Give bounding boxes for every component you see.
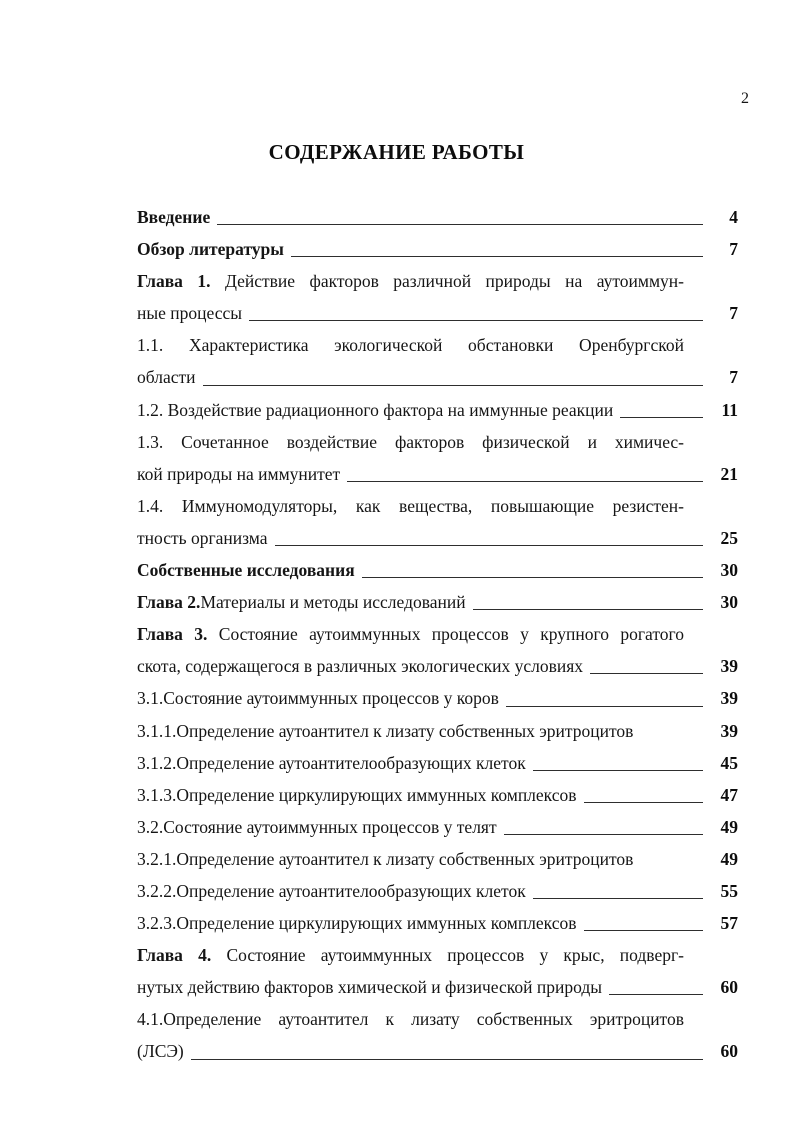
toc-page-number: 55 xyxy=(720,880,738,901)
toc-line xyxy=(137,971,738,1003)
toc-entry-label: скота, содержащегося в различных экологических условиях xyxy=(137,656,584,677)
toc-page-number: 25 xyxy=(720,527,738,548)
toc-page-number: 39 xyxy=(720,656,738,677)
toc-entry-label-bold: Глава 4. xyxy=(137,945,212,966)
toc-entry-label-bold: Собственные исследования xyxy=(137,560,355,581)
toc-line xyxy=(137,811,738,843)
toc-page-number: 11 xyxy=(721,399,738,420)
leader-line xyxy=(620,417,703,418)
leader-line xyxy=(203,385,704,386)
toc-line xyxy=(137,297,738,329)
toc-line xyxy=(137,233,738,265)
toc-entry-label-bold: Глава 1. xyxy=(137,271,211,292)
toc-entry-label: 3.2.2.Определение аутоантителообразующих клеток xyxy=(137,880,526,901)
leader-line xyxy=(473,609,703,610)
leader-line xyxy=(584,930,703,931)
leader-line xyxy=(584,802,703,803)
toc-entry-label: 1.4. Иммуномодуляторы, как вещества, повышающие резистен- xyxy=(137,495,684,516)
leader-line xyxy=(506,706,703,707)
toc-line xyxy=(137,329,684,361)
toc-line xyxy=(137,426,684,458)
leader-line xyxy=(347,481,703,482)
leader-line xyxy=(249,320,703,321)
toc-page-number: 21 xyxy=(720,463,738,484)
toc-line xyxy=(137,522,738,554)
toc-entry-label: 3.2.1.Определение аутоантител к лизату собственных эритроцитов xyxy=(137,848,634,869)
toc-line xyxy=(137,490,684,522)
toc-line xyxy=(137,1003,684,1035)
toc-line xyxy=(137,201,738,233)
toc-entry-label: 3.2.3.Определение циркулирующих иммунных комплексов xyxy=(137,913,577,934)
toc-entry-label: Состояние аутоиммунных процессов у крупного рогатого xyxy=(207,624,684,645)
page-number: 2 xyxy=(741,90,749,107)
toc-entry-label: 4.1.Определение аутоантител к лизату собственных эритроцитов xyxy=(137,1009,684,1030)
toc-entry-label-bold: Глава 3. xyxy=(137,624,208,645)
toc-line xyxy=(137,939,684,971)
leader-line xyxy=(609,994,703,995)
toc-line xyxy=(137,875,738,907)
toc-entry-label: 1.3. Сочетанное воздействие факторов физической и химичес- xyxy=(137,431,684,452)
toc-page-number: 7 xyxy=(729,367,738,388)
toc-line xyxy=(137,843,738,875)
toc-line xyxy=(137,682,738,714)
leader-line xyxy=(590,673,703,674)
toc-entry-label: 1.2. Воздействие радиационного фактора на иммунные реакции xyxy=(137,399,614,420)
leader-line xyxy=(504,834,703,835)
toc-entry-label-bold: Обзор литературы xyxy=(137,239,284,260)
toc-page-number: 60 xyxy=(720,977,738,998)
toc-page-number: 39 xyxy=(720,688,738,709)
toc-list xyxy=(137,201,738,1068)
toc-page-number: 30 xyxy=(720,592,738,613)
toc-line xyxy=(137,265,684,297)
toc-line xyxy=(137,586,738,618)
toc-page-number: 45 xyxy=(720,752,738,773)
leader-line xyxy=(291,256,703,257)
leader-line xyxy=(275,545,703,546)
toc-line xyxy=(137,554,738,586)
leader-line xyxy=(217,224,703,225)
toc-entry-label: Действие факторов различной природы на аутоиммун- xyxy=(210,271,684,292)
toc-page-number: 30 xyxy=(720,560,738,581)
toc-line xyxy=(137,779,738,811)
toc-line xyxy=(137,907,738,939)
toc-page-number: 39 xyxy=(720,720,738,741)
toc-page-number: 7 xyxy=(729,303,738,324)
toc-entry-label-bold: Введение xyxy=(137,207,211,227)
toc-entry-label: Состояние аутоиммунных процессов у крыс, подверг- xyxy=(211,945,684,966)
toc-line xyxy=(137,458,738,490)
leader-line xyxy=(362,577,703,578)
toc-line xyxy=(137,715,738,747)
toc-entry-label: (ЛСЭ) xyxy=(137,1041,184,1062)
toc-entry-label: 3.1.3.Определение циркулирующих иммунных комплексов xyxy=(137,784,577,805)
leader-line xyxy=(191,1059,703,1060)
toc-entry-label: Материалы и методы исследований xyxy=(200,592,466,613)
toc-page-number: 4 xyxy=(729,207,738,227)
toc-line xyxy=(137,650,738,682)
toc-line xyxy=(137,1035,738,1067)
page-title: СОДЕРЖАНИЕ РАБОТЫ xyxy=(268,140,525,164)
toc-entry-label: ные процессы xyxy=(137,303,242,324)
toc-page-number: 49 xyxy=(720,816,738,837)
toc-page-number: 49 xyxy=(720,848,738,869)
toc-line xyxy=(137,394,738,426)
toc-entry-label: 3.1.Состояние аутоиммунных процессов у коров xyxy=(137,688,499,709)
leader-line xyxy=(533,770,703,771)
toc-line xyxy=(137,361,738,393)
toc-entry-label: области xyxy=(137,367,196,388)
leader-line xyxy=(533,898,703,899)
toc-entry-label: 1.1. Характеристика экологической обстановки Оренбургской xyxy=(137,335,684,356)
toc-page-number: 47 xyxy=(720,784,738,805)
toc-entry-label: нутых действию факторов химической и физической природы xyxy=(137,977,603,998)
toc-line xyxy=(137,747,738,779)
toc-entry-label: 3.2.Состояние аутоиммунных процессов у телят xyxy=(137,816,497,837)
toc-line xyxy=(137,618,684,650)
toc-entry-label-bold: Глава 2. xyxy=(137,592,201,613)
toc-page-number: 57 xyxy=(720,913,738,934)
toc-entry-label: кой природы на иммунитет xyxy=(137,463,341,484)
toc-entry-label: тность организма xyxy=(137,527,268,548)
toc-page-number: 60 xyxy=(720,1041,738,1062)
toc-entry-label: 3.1.2.Определение аутоантителообразующих клеток xyxy=(137,752,526,773)
toc-page-number: 7 xyxy=(729,239,738,260)
toc-entry-label: 3.1.1.Определение аутоантител к лизату собственных эритроцитов xyxy=(137,720,634,741)
